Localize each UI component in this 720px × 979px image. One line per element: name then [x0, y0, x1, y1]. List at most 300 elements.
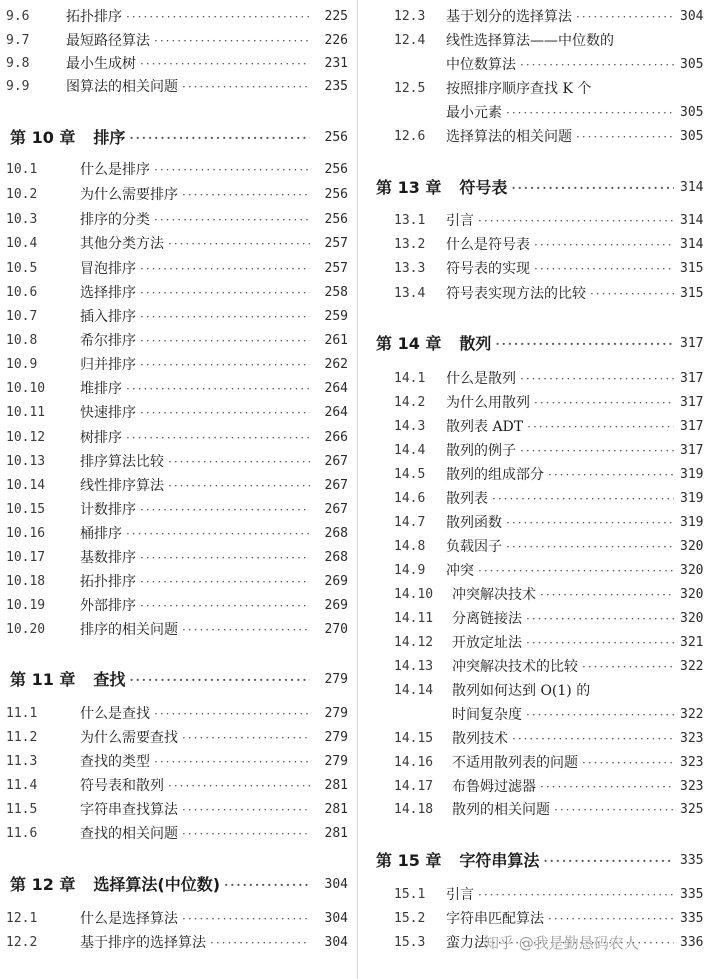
entry-title: 开放定址法 [452, 635, 522, 651]
toc-entry-14-17[interactable] [362, 776, 720, 798]
leader-dots [168, 233, 310, 255]
leader-dots [495, 331, 674, 357]
toc-entry-10-17[interactable] [0, 547, 348, 569]
leader-dots [129, 125, 310, 151]
entry-title: 什么是符号表 [446, 237, 530, 253]
entry-title: 什么是散列 [446, 371, 516, 387]
toc-entry-10-16[interactable] [0, 523, 348, 545]
leader-dots [140, 53, 310, 75]
entry-page: 269 [324, 598, 348, 613]
entry-number: 10.15 [6, 502, 46, 517]
entry-title: 散列技术 [452, 731, 508, 747]
entry-title: 归并排序 [80, 357, 136, 373]
entry-title: 线性排序算法 [80, 478, 164, 494]
entry-page: 325 [680, 802, 704, 817]
entry-title: 引言 [446, 887, 474, 903]
leader-dots [182, 619, 310, 641]
toc-entry-10-15[interactable] [0, 499, 348, 521]
entry-title: 基数排序 [80, 550, 136, 566]
entry-number: 10.20 [6, 622, 46, 637]
entry-page: 305 [680, 129, 704, 144]
leader-dots [129, 667, 310, 693]
entry-number: 10.3 [6, 212, 38, 227]
leader-dots [140, 258, 310, 280]
entry-title: 线性选择算法——中位数的 [446, 33, 614, 49]
leader-dots [168, 775, 310, 797]
entry-page: 226 [324, 33, 348, 48]
leader-dots [506, 102, 674, 124]
entry-number: 10.1 [6, 162, 38, 177]
toc-entry-14-3[interactable] [362, 416, 720, 438]
entry-page: 304 [680, 9, 704, 24]
entry-title: 查找的类型 [80, 754, 150, 770]
entry-title: 图算法的相关问题 [66, 79, 178, 95]
leader-dots [526, 632, 674, 654]
toc-entry-10-3[interactable] [0, 209, 348, 231]
leader-dots [520, 368, 674, 390]
entry-number: 12.2 [6, 935, 38, 950]
toc-entry-9-7[interactable] [0, 30, 348, 52]
entry-title: 冲突解决技术 [452, 587, 536, 603]
toc-entry-15-2[interactable] [362, 908, 720, 930]
toc-entry-9-6[interactable] [0, 6, 348, 28]
chapter-label: 第 13 章 [376, 178, 442, 197]
entry-number: 14.15 [394, 731, 434, 746]
entry-page: 320 [680, 539, 704, 554]
toc-entry-14-16[interactable] [362, 752, 720, 774]
entry-number: 10.18 [6, 574, 46, 589]
leader-dots [154, 30, 310, 52]
entry-page: 279 [324, 706, 348, 721]
entry-title: 堆排序 [80, 381, 122, 397]
toc-entry-10-20[interactable] [0, 619, 348, 641]
leader-dots [534, 234, 674, 256]
leader-dots [506, 512, 674, 534]
entry-page: 314 [680, 213, 704, 228]
leader-dots [140, 547, 310, 569]
entry-title: 字符串查找算法 [80, 802, 178, 818]
leader-dots [520, 440, 674, 462]
entry-page: 257 [324, 236, 348, 251]
toc-chapter-15[interactable] [362, 848, 720, 874]
entry-page: 320 [680, 587, 704, 602]
leader-dots [126, 427, 310, 449]
entry-page: 336 [680, 935, 704, 950]
toc-entry-10-10[interactable] [0, 378, 348, 400]
entry-page: 256 [324, 212, 348, 227]
entry-title: 冲突解决技术的比较 [452, 659, 578, 675]
toc-entry-14-5[interactable] [362, 464, 720, 486]
entry-number: 11.2 [6, 730, 38, 745]
entry-title: 蛮力法 [446, 935, 488, 951]
toc-entry-14-13[interactable] [362, 656, 720, 678]
toc-entry-11-2[interactable] [0, 727, 348, 749]
entry-page: 279 [324, 730, 348, 745]
entry-page: 323 [680, 755, 704, 770]
entry-page: 266 [324, 430, 348, 445]
toc-entry-14-10[interactable] [362, 584, 720, 606]
entry-number: 10.14 [6, 478, 46, 493]
leader-dots [154, 703, 310, 725]
toc-entry-12-5[interactable] [362, 78, 720, 100]
entry-title: 排序的相关问题 [80, 622, 178, 638]
toc-entry-12-4[interactable] [362, 30, 720, 52]
entry-page: 267 [324, 502, 348, 517]
entry-page: 268 [324, 550, 348, 565]
toc-entry-9-8[interactable] [0, 53, 348, 75]
leader-dots [534, 258, 674, 280]
toc-entry-10-19[interactable] [0, 595, 348, 617]
entry-page: 315 [680, 261, 704, 276]
toc-entry-12-6[interactable] [362, 126, 720, 148]
toc-entry-14-11[interactable] [362, 608, 720, 630]
toc-entry-11-4[interactable] [0, 775, 348, 797]
toc-entry-14-8[interactable] [362, 536, 720, 558]
toc-entry-12-4-cont[interactable] [362, 54, 720, 76]
leader-dots [506, 536, 674, 558]
entry-number: 10.8 [6, 333, 38, 348]
entry-title: 插入排序 [80, 309, 136, 325]
entry-number: 13.3 [394, 261, 426, 276]
entry-page: 256 [324, 187, 348, 202]
entry-page: 317 [680, 443, 704, 458]
entry-page: 335 [680, 911, 704, 926]
entry-page: 281 [324, 778, 348, 793]
entry-page: 268 [324, 526, 348, 541]
toc-entry-10-14[interactable] [0, 475, 348, 497]
entry-page: 322 [680, 659, 704, 674]
toc-entry-11-6[interactable] [0, 823, 348, 845]
entry-title: 排序的分类 [80, 212, 150, 228]
entry-title: 散列的相关问题 [452, 802, 550, 818]
leader-dots [182, 184, 310, 206]
toc-entry-14-4[interactable] [362, 440, 720, 462]
entry-page: 267 [324, 454, 348, 469]
entry-title: 查找的相关问题 [80, 826, 178, 842]
toc-entry-10-13[interactable] [0, 451, 348, 473]
leader-dots [140, 571, 310, 593]
leader-dots [511, 175, 674, 201]
leader-dots [582, 656, 674, 678]
entry-title: 计数排序 [80, 502, 136, 518]
chapter-title: 字符串算法 [459, 851, 540, 870]
chapter-label: 第 12 章 [10, 875, 76, 894]
leader-dots [576, 126, 674, 148]
entry-title: 按照排序顺序查找 K 个 [446, 81, 592, 97]
entry-title: 冲突 [446, 563, 474, 579]
entry-page: 270 [324, 622, 348, 637]
entry-number: 13.2 [394, 237, 426, 252]
entry-number: 11.4 [6, 778, 38, 793]
entry-page: 317 [680, 419, 704, 434]
toc-entry-14-14-cont[interactable] [362, 704, 720, 726]
entry-title: 什么是选择算法 [80, 911, 178, 927]
entry-page: 321 [680, 635, 704, 650]
toc-entry-11-5[interactable] [0, 799, 348, 821]
toc-entry-10-5[interactable] [0, 258, 348, 280]
leader-dots [182, 76, 310, 98]
entry-number: 14.7 [394, 515, 426, 530]
chapter-title: 查找 [93, 670, 126, 689]
chapter-page: 304 [324, 877, 348, 892]
toc-entry-10-12[interactable] [0, 427, 348, 449]
entry-number: 12.6 [394, 129, 426, 144]
entry-number: 14.4 [394, 443, 426, 458]
toc-chapter-13[interactable] [362, 175, 720, 201]
entry-title: 布鲁姆过滤器 [452, 779, 536, 795]
entry-number: 10.4 [6, 236, 38, 251]
entry-page: 256 [324, 162, 348, 177]
column-divider [357, 0, 358, 979]
entry-title: 什么是排序 [80, 162, 150, 178]
entry-title: 最小生成树 [66, 56, 136, 72]
entry-title: 排序算法比较 [80, 454, 164, 470]
leader-dots [182, 823, 310, 845]
entry-number: 14.18 [394, 802, 434, 817]
toc-entry-14-1[interactable] [362, 368, 720, 390]
entry-number: 9.8 [6, 56, 30, 71]
entry-number: 10.10 [6, 381, 46, 396]
entry-title: 符号表和散列 [80, 778, 164, 794]
toc-entry-10-9[interactable] [0, 354, 348, 376]
leader-dots [554, 799, 674, 821]
entry-page: 304 [324, 935, 348, 950]
leader-dots [478, 210, 674, 232]
toc-entry-14-9[interactable] [362, 560, 720, 582]
entry-title: 希尔排序 [80, 333, 136, 349]
entry-page: 259 [324, 309, 348, 324]
entry-page: 262 [324, 357, 348, 372]
leader-dots [154, 751, 310, 773]
entry-title: 选择算法的相关问题 [446, 129, 572, 145]
entry-page: 320 [680, 563, 704, 578]
chapter-title: 散列 [459, 334, 492, 353]
entry-page: 279 [324, 754, 348, 769]
toc-entry-10-7[interactable] [0, 306, 348, 328]
toc-entry-14-15[interactable] [362, 728, 720, 750]
leader-dots [140, 595, 310, 617]
entry-title: 分离链接法 [452, 611, 522, 627]
leader-dots [478, 884, 674, 906]
entry-number: 13.1 [394, 213, 426, 228]
entry-title: 散列表 ADT [446, 419, 524, 435]
leader-dots [576, 6, 674, 28]
entry-title: 字符串匹配算法 [446, 911, 544, 927]
entry-number: 13.4 [394, 286, 426, 301]
entry-number: 10.12 [6, 430, 46, 445]
entry-page: 264 [324, 405, 348, 420]
entry-title: 不适用散列表的问题 [452, 755, 578, 771]
entry-title-continued: 最小元素 [446, 105, 502, 121]
entry-number: 10.7 [6, 309, 38, 324]
entry-number: 14.8 [394, 539, 426, 554]
chapter-label: 第 11 章 [10, 670, 76, 689]
toc-entry-14-14[interactable] [362, 680, 720, 702]
leader-dots [182, 727, 310, 749]
entry-number: 9.7 [6, 33, 30, 48]
entry-page: 315 [680, 286, 704, 301]
toc-entry-13-3[interactable] [362, 258, 720, 280]
toc-entry-10-2[interactable] [0, 184, 348, 206]
entry-page: 235 [324, 79, 348, 94]
chapter-page: 317 [680, 336, 704, 351]
leader-dots [182, 799, 310, 821]
toc-entry-11-1[interactable] [0, 703, 348, 725]
entry-title: 快速排序 [80, 405, 136, 421]
toc-entry-12-1[interactable] [0, 908, 348, 930]
entry-number: 11.3 [6, 754, 38, 769]
toc-chapter-11[interactable] [0, 667, 348, 693]
chapter-label: 第 14 章 [376, 334, 442, 353]
toc-entry-10-4[interactable] [0, 233, 348, 255]
entry-title: 基于排序的选择算法 [80, 935, 206, 951]
chapter-page: 256 [324, 130, 348, 145]
entry-number: 10.9 [6, 357, 38, 372]
entry-number: 14.13 [394, 659, 434, 674]
leader-dots [520, 54, 674, 76]
entry-title: 散列的组成部分 [446, 467, 544, 483]
entry-number: 14.11 [394, 611, 434, 626]
watermark: 知乎 @我是勤恳码农人 [484, 934, 639, 952]
entry-number: 12.3 [394, 9, 426, 24]
entry-title: 符号表实现方法的比较 [446, 286, 586, 302]
chapter-page: 314 [680, 180, 704, 195]
leader-dots [140, 282, 310, 304]
entry-number: 14.5 [394, 467, 426, 482]
entry-title: 基于划分的选择算法 [446, 9, 572, 25]
toc-chapter-14[interactable] [362, 331, 720, 357]
entry-number: 11.1 [6, 706, 38, 721]
entry-title: 拓扑排序 [80, 574, 136, 590]
toc-entry-12-3[interactable] [362, 6, 720, 28]
entry-title: 最短路径算法 [66, 33, 150, 49]
entry-page: 269 [324, 574, 348, 589]
entry-title: 为什么需要排序 [80, 187, 178, 203]
entry-number: 10.13 [6, 454, 46, 469]
leader-dots [126, 378, 310, 400]
toc-entry-14-2[interactable] [362, 392, 720, 414]
entry-page: 319 [680, 491, 704, 506]
leader-dots [590, 283, 674, 305]
toc-chapter-10[interactable] [0, 125, 348, 151]
entry-page: 323 [680, 779, 704, 794]
entry-number: 14.3 [394, 419, 426, 434]
entry-page: 322 [680, 707, 704, 722]
entry-title: 树排序 [80, 430, 122, 446]
entry-number: 11.5 [6, 802, 38, 817]
toc-entry-14-6[interactable] [362, 488, 720, 510]
leader-dots [182, 908, 310, 930]
toc-entry-14-12[interactable] [362, 632, 720, 654]
leader-dots [210, 932, 310, 954]
entry-title: 其他分类方法 [80, 236, 164, 252]
toc-entry-13-2[interactable] [362, 234, 720, 256]
leader-dots [582, 752, 674, 774]
chapter-title: 排序 [93, 128, 126, 147]
leader-dots [168, 475, 310, 497]
entry-number: 12.5 [394, 81, 426, 96]
leader-dots [140, 354, 310, 376]
entry-number: 14.14 [394, 683, 434, 698]
leader-dots [526, 608, 674, 630]
toc-entry-10-11[interactable] [0, 402, 348, 424]
entry-number: 10.11 [6, 405, 46, 420]
entry-page: 258 [324, 285, 348, 300]
leader-dots [543, 848, 674, 874]
entry-number: 10.2 [6, 187, 38, 202]
toc-chapter-12[interactable] [0, 872, 348, 898]
chapter-title: 选择算法(中位数) [93, 875, 221, 894]
leader-dots [126, 523, 310, 545]
leader-dots [140, 402, 310, 424]
entry-number: 14.16 [394, 755, 434, 770]
entry-page: 305 [680, 57, 704, 72]
toc-entry-11-3[interactable] [0, 751, 348, 773]
entry-page: 323 [680, 731, 704, 746]
entry-title: 散列如何达到 O(1) 的 [452, 683, 591, 699]
entry-number: 10.5 [6, 261, 38, 276]
entry-number: 11.6 [6, 826, 38, 841]
entry-page: 304 [324, 911, 348, 926]
leader-dots [126, 6, 310, 28]
leader-dots [140, 499, 310, 521]
toc-entry-10-18[interactable] [0, 571, 348, 593]
leader-dots [154, 159, 310, 181]
leader-dots [548, 464, 674, 486]
entry-number: 14.17 [394, 779, 434, 794]
toc-entry-10-6[interactable] [0, 282, 348, 304]
toc-entry-9-9[interactable] [0, 76, 348, 98]
leader-dots [140, 306, 310, 328]
toc-entry-12-5-cont[interactable] [362, 102, 720, 124]
entry-page: 261 [324, 333, 348, 348]
toc-entry-13-1[interactable] [362, 210, 720, 232]
entry-number: 15.3 [394, 935, 426, 950]
entry-title: 符号表的实现 [446, 261, 530, 277]
entry-page: 267 [324, 478, 348, 493]
entry-page: 264 [324, 381, 348, 396]
leader-dots [540, 776, 674, 798]
toc-entry-10-8[interactable] [0, 330, 348, 352]
entry-title: 拓扑排序 [66, 9, 122, 25]
toc-entry-10-1[interactable] [0, 159, 348, 181]
entry-number: 15.2 [394, 911, 426, 926]
entry-page: 231 [324, 56, 348, 71]
toc-entry-12-2[interactable] [0, 932, 348, 954]
toc-entry-15-1[interactable] [362, 884, 720, 906]
entry-title-continued: 时间复杂度 [452, 707, 522, 723]
leader-dots [140, 330, 310, 352]
entry-title: 什么是查找 [80, 706, 150, 722]
toc-entry-13-4[interactable] [362, 283, 720, 305]
entry-page: 305 [680, 105, 704, 120]
leader-dots [548, 908, 674, 930]
entry-title: 散列函数 [446, 515, 502, 531]
entry-number: 14.12 [394, 635, 434, 650]
entry-number: 14.10 [394, 587, 434, 602]
entry-number: 9.6 [6, 9, 30, 24]
entry-page: 314 [680, 237, 704, 252]
leader-dots [168, 451, 310, 473]
leader-dots [478, 560, 674, 582]
toc-entry-14-18[interactable] [362, 799, 720, 821]
entry-number: 10.17 [6, 550, 46, 565]
leader-dots [154, 209, 310, 231]
leader-dots [512, 728, 674, 750]
chapter-title: 符号表 [459, 178, 508, 197]
entry-page: 319 [680, 515, 704, 530]
toc-entry-14-7[interactable] [362, 512, 720, 534]
